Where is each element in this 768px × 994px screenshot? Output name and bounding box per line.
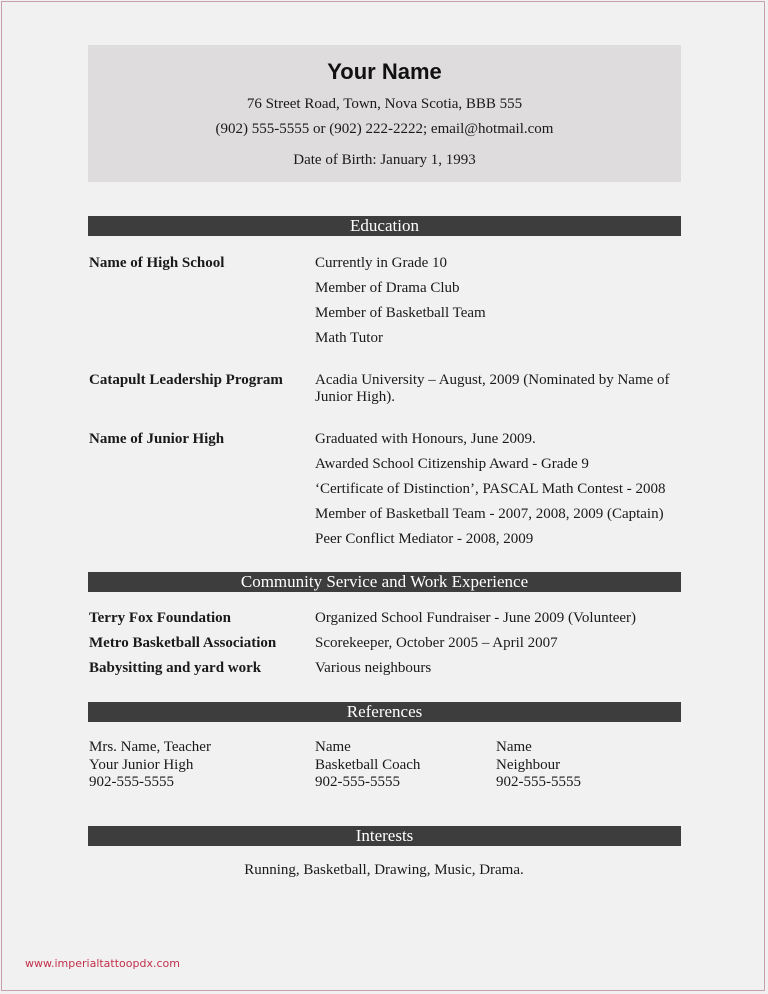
community-label: Terry Fox Foundation [89,610,231,626]
education-line: Math Tutor [315,330,383,346]
reference-role: Neighbour [496,756,561,773]
references-heading: References [88,702,681,722]
reference-name: Name [315,739,351,755]
community-value: Scorekeeper, October 2005 – April 2007 [315,635,558,651]
reference-phone: 902-555-5555 [496,774,581,790]
education-line: Member of Basketball Team [315,305,486,321]
resume-header [88,45,681,182]
education-line: Member of Drama Club [315,280,460,296]
watermark-link[interactable]: www.imperialtattoopdx.com [25,957,180,970]
community-value: Organized School Fundraiser - June 2009 (Volunteer) [315,610,637,626]
applicant-name: Your Name [327,59,442,84]
education-line: Peer Conflict Mediator - 2008, 2009 [315,531,534,547]
education-label-high-school: Name of High School [89,255,225,271]
education-heading: Education [88,216,681,236]
interests-text: Running, Basketball, Drawing, Music, Drama. [244,862,524,878]
interests-heading: Interests [88,826,681,846]
community-heading: Community Service and Work Experience [88,572,681,592]
community-value: Various neighbours [315,660,432,676]
reference-phone: 902-555-5555 [315,774,400,790]
education-line: Graduated with Honours, June 2009. [315,431,536,447]
education-line: Awarded School Citizenship Award - Grade 9 [315,456,589,472]
education-label-junior-high: Name of Junior High [89,431,225,447]
education-line: ‘Certificate of Distinction’, PASCAL Math Contest - 2008 [315,481,666,497]
education-line: Currently in Grade 10 [315,255,448,271]
community-label: Metro Basketball Association [89,635,277,651]
reference-teacher [89,739,211,792]
reference-coach [315,739,420,792]
reference-phone: 902-555-5555 [89,774,174,790]
address: 76 Street Road, Town, Nova Scotia, BBB 555 [246,96,523,112]
date-of-birth: Date of Birth: January 1, 1993 [293,152,476,168]
reference-role: Your Junior High [89,756,194,773]
reference-name: Name [496,739,532,755]
contact-info: (902) 555-5555 or (902) 222-2222; email@hotmail.com [215,121,554,137]
education-line: Member of Basketball Team - 2007, 2008, 2009 (Captain) [315,506,664,522]
education-label-catapult: Catapult Leadership Program [89,372,283,388]
education-line: Acadia University – August, 2009 (Nominated by Name of Junior High). [315,372,670,405]
community-label: Babysitting and yard work [89,660,262,676]
reference-role: Basketball Coach [315,756,421,773]
reference-name: Mrs. Name, Teacher [89,739,211,755]
reference-neighbour [496,739,581,792]
